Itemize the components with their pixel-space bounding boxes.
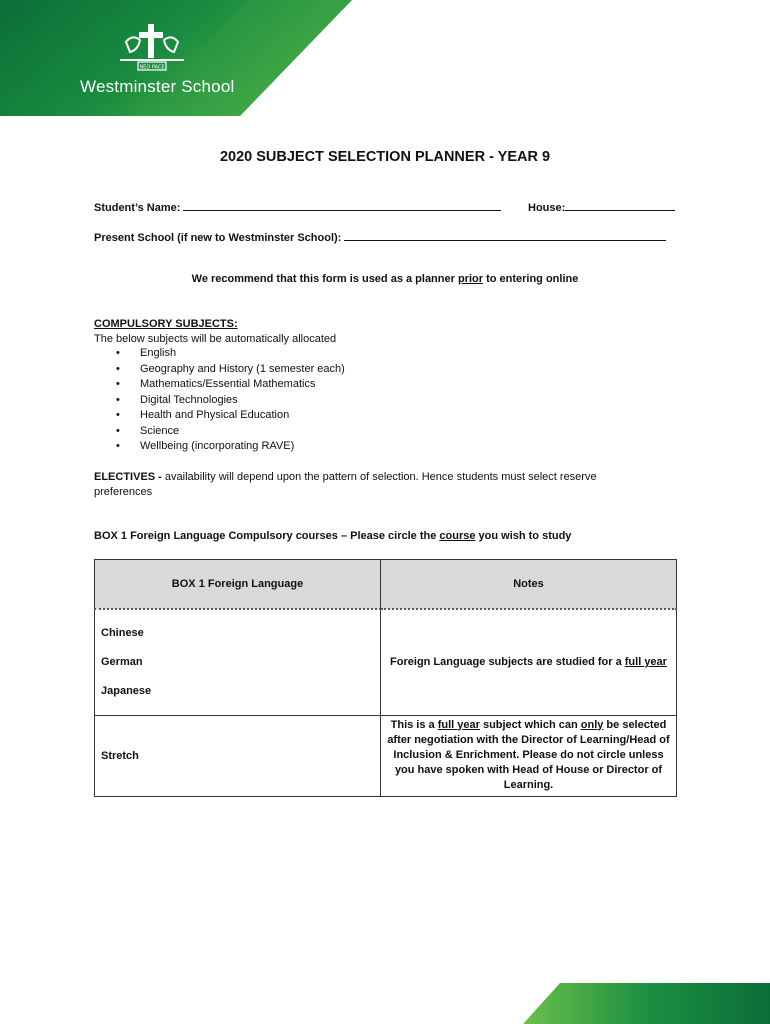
language-note: Foreign Language subjects are studied for a full year (381, 609, 677, 715)
bullet-icon: • (116, 440, 120, 452)
recommend-text-prior: prior (457, 273, 484, 285)
box1-heading-text-2: you wish to study (475, 530, 572, 542)
house-label: House: (528, 202, 566, 214)
page-title: 2020 SUBJECT SELECTION PLANNER - YEAR 9 (219, 149, 551, 165)
list-item: • Wellbeing (incorporating RAVE) (94, 439, 345, 455)
bullet-icon: • (116, 424, 120, 437)
box1-heading (94, 530, 571, 542)
recommend-text-1: We recommend that this form is used as a planner (191, 273, 458, 285)
student-name-row (94, 199, 501, 214)
list-item: • Science (94, 424, 345, 440)
school-crest-logo (112, 22, 192, 72)
electives-text: availability will depend upon the pattern of selection. Hence students must select reserve (161, 471, 597, 483)
house-row (528, 199, 675, 214)
col-header-notes: Notes (381, 560, 677, 610)
list-item: • Mathematics/Essential Mathematics (94, 377, 345, 393)
present-school-field[interactable] (344, 229, 666, 241)
bullet-icon: • (116, 362, 120, 375)
electives-paragraph (94, 470, 684, 500)
box1-heading-course: course (439, 530, 476, 542)
box1-heading-text: BOX 1 Foreign Language Compulsory courses – Please circle the (94, 530, 440, 542)
language-options (95, 609, 381, 715)
bullet-icon: • (116, 378, 120, 390)
student-name-label: Student’s Name: (94, 202, 181, 214)
student-name-field[interactable] (183, 199, 501, 211)
stretch-note: This is a full year subject which can only be selected after negotiation with the Director of Learning/Head of Inclusion & Enrichment. Please do not circle unless you have spoken with Head of House or Director of Learning. (381, 715, 677, 796)
electives-text-2: preferences (94, 486, 153, 498)
box1-table (94, 559, 677, 797)
bullet-icon: • (116, 393, 120, 406)
compulsory-intro: The below subjects will be automatically allocated (94, 333, 337, 345)
school-name: Westminster School (80, 77, 235, 96)
language-german[interactable]: German (101, 655, 143, 668)
present-school-row (94, 229, 666, 244)
list-item: • Digital Technologies (94, 393, 345, 409)
list-item: • Health and Physical Education (94, 408, 345, 424)
bullet-icon: • (116, 347, 120, 359)
house-field[interactable] (565, 199, 675, 211)
footer-decoration (515, 983, 770, 1024)
recommendation-note (0, 273, 770, 285)
electives-label: ELECTIVES - (94, 471, 162, 483)
stretch-option[interactable]: Stretch (95, 715, 381, 796)
crest-motto: NEO PACE (139, 64, 165, 71)
language-japanese[interactable]: Japanese (101, 684, 152, 697)
present-school-label: Present School (if new to Westminster School): (94, 232, 342, 244)
compulsory-heading: COMPULSORY SUBJECTS: (94, 318, 238, 330)
col-header-language: BOX 1 Foreign Language (95, 560, 381, 610)
bullet-icon: • (116, 409, 120, 421)
recommend-text-2: to entering online (483, 273, 579, 285)
language-chinese[interactable]: Chinese (101, 626, 144, 639)
compulsory-list (94, 346, 345, 455)
list-item: • English (94, 346, 345, 362)
list-item: • Geography and History (1 semester each) (94, 362, 345, 378)
